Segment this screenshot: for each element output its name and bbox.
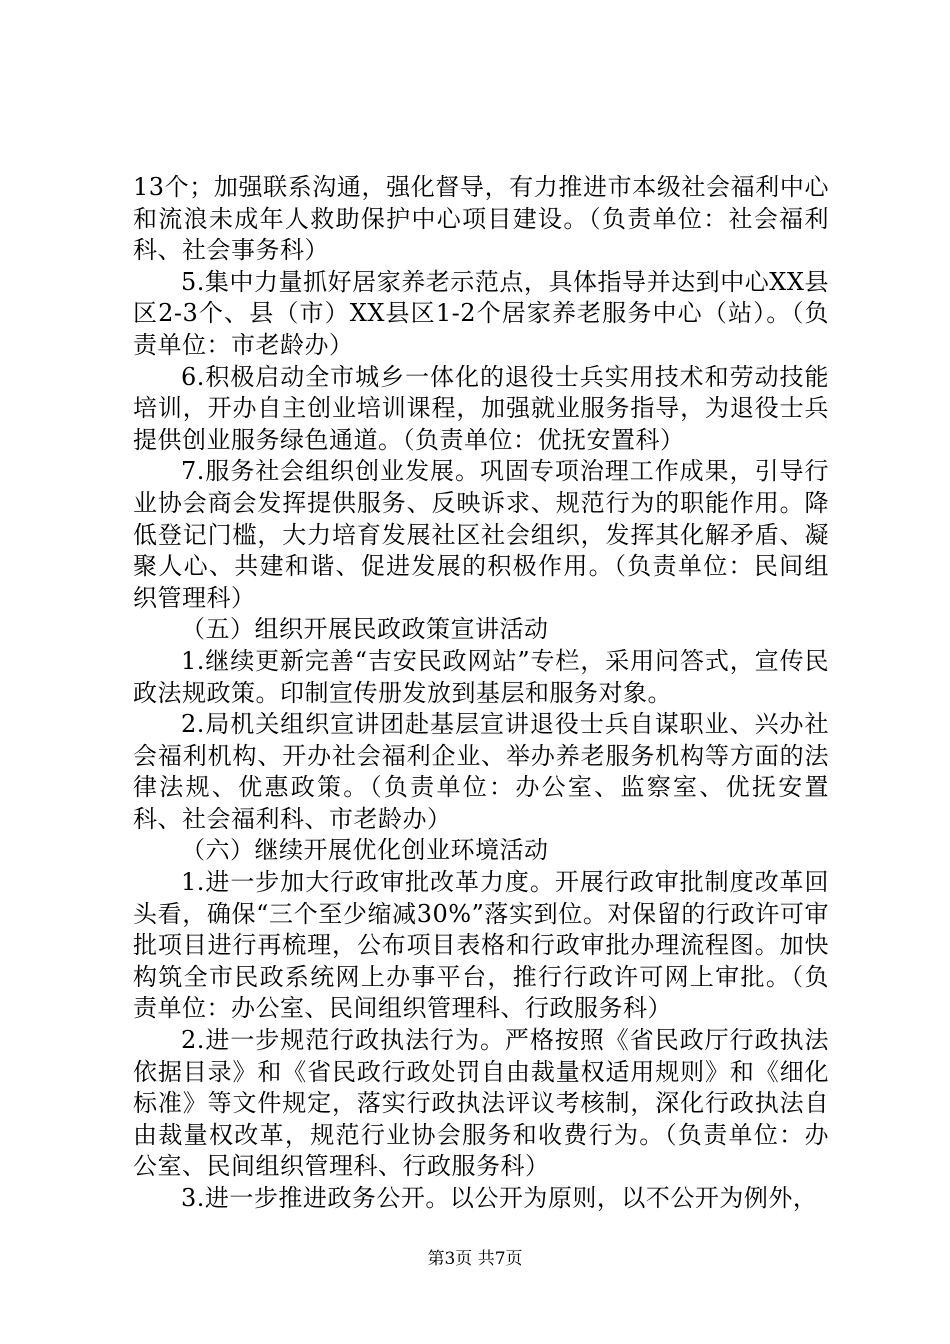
- paragraph: 1.进一步加大行政审批改革力度。开展行政审批制度改革回头看，确保“三个至少缩减30%”落实到位。对保留的行政许可审批项目进行再梳理，公布项目表格和行政审批办理流程图。加快构筑全市民政系统网上办事平台，推行行政许可网上审批。（负责单位：办公室、民间组织管理科、行政服务科）: [133, 868, 829, 1023]
- paragraph: 2.局机关组织宣讲团赴基层宣讲退役士兵自谋职业、兴办社会福利机构、开办社会福利企业、举办养老服务机构等方面的法律法规、优惠政策。（负责单位：办公室、监察室、优抚安置科、社会福利科、市老龄办）: [133, 710, 829, 833]
- page-footer: 第3页 共7页: [427, 1249, 523, 1269]
- document-body: [133, 172, 829, 1215]
- paragraph: 1.继续更新完善“吉安民政网站”专栏，采用问答式，宣传民政法规政策。印制宣传册发放到基层和服务对象。: [133, 646, 829, 707]
- section-heading: （六）继续开展优化创业环境活动: [181, 836, 549, 865]
- paragraph: 13个；加强联系沟通，强化督导，有力推进市本级社会福利中心和流浪未成年人救助保护中心项目建设。（负责单位：社会福利科、社会事务科）: [133, 173, 829, 265]
- paragraph: 7.服务社会组织创业发展。巩固专项治理工作成果，引导行业协会商会发挥提供服务、反映诉求、规范行为的职能作用。降低登记门槛，大力培育发展社区社会组织，发挥其化解矛盾、凝聚人心、共建和谐、促进发展的积极作用。（负责单位：民间组织管理科）: [133, 457, 829, 612]
- paragraph: 6.积极启动全市城乡一体化的退役士兵实用技术和劳动技能培训，开办自主创业培训课程，加强就业服务指导，为退役士兵提供创业服务绿色通道。（负责单位：优抚安置科）: [133, 362, 829, 454]
- paragraph: 5.集中力量抓好居家养老示范点，具体指导并达到中心XX县区2-3个、县（市）XX县区1-2个居家养老服务中心（站）。（负责单位：市老龄办）: [133, 267, 829, 359]
- paragraph: 2.进一步规范行政执法行为。严格按照《省民政厅行政执法依据目录》和《省民政行政处罚自由裁量权适用规则》和《细化标准》等文件规定，落实行政执法评议考核制，深化行政执法自由裁量权改革，规范行业协会服务和收费行为。（负责单位：办公室、民间组织管理科、行政服务科）: [133, 1026, 829, 1181]
- section-heading: （五）组织开展民政政策宣讲活动: [181, 615, 549, 644]
- paragraph: 3.进一步推进政务公开。以公开为原则，以不公开为例外，: [181, 1184, 818, 1212]
